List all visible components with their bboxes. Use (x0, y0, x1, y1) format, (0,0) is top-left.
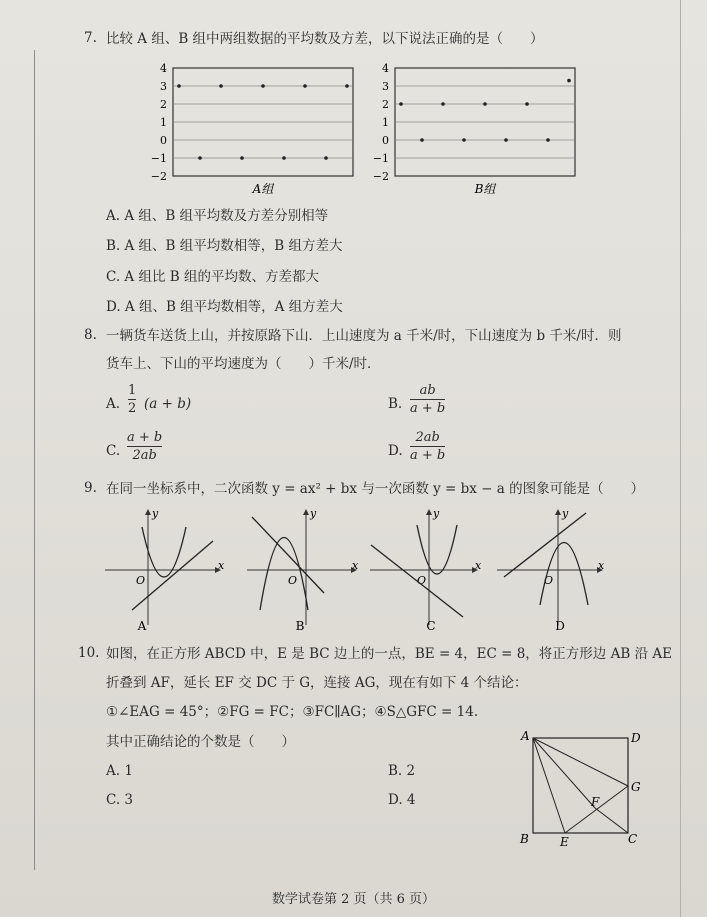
y-axis-arrow-icon (145, 509, 151, 515)
y-tick-label: 4 (160, 62, 167, 75)
chart-b (360, 60, 590, 200)
y-tick-label: 4 (382, 62, 389, 75)
q8-option-c-fraction (127, 430, 162, 463)
y-tick-label: 0 (160, 134, 167, 147)
chart-a (138, 60, 368, 200)
origin-label: O (288, 574, 298, 587)
label-f: F (591, 795, 600, 809)
y-tick-label: 3 (160, 80, 167, 93)
q7-option-a: A. A 组、B 组平均数及方差分别相等 (106, 208, 329, 224)
y-tick-label: −2 (372, 170, 389, 183)
left-margin-line (34, 50, 35, 870)
data-point (303, 84, 307, 88)
graph-label-b: B (295, 619, 305, 633)
chart-b-xlabel: B组 (474, 182, 496, 196)
q8-option-b-fraction (410, 383, 445, 416)
data-point (324, 156, 328, 160)
y-tick-label: 1 (160, 116, 167, 129)
q10-line1: 如图，在正方形 ABCD 中，E 是 BC 边上的一点，BE = 4，EC = 8，将正方形边 AB 沿 AE (106, 646, 672, 662)
q10-geometry-figure (515, 728, 645, 853)
q10-option-d: D. 4 (388, 792, 416, 808)
label-d: D (631, 731, 641, 745)
data-point (504, 138, 508, 142)
data-point (420, 138, 424, 142)
y-axis-label: y (433, 507, 440, 520)
q7-option-b: B. A 组、B 组平均数相等，B 组方差大 (106, 238, 343, 254)
q10-line3: ①∠EAG = 45°；②FG = FC；③FC∥AG；④S△GFC = 14. (106, 704, 479, 720)
q8-a-denominator: 2 (128, 401, 137, 416)
data-point (462, 138, 466, 142)
q8-option-d-fraction (410, 430, 445, 463)
segment-af (533, 738, 595, 808)
data-point (198, 156, 202, 160)
q8-c-numerator: a + b (127, 430, 163, 445)
q8-option-d-label: D. (388, 443, 403, 459)
q8-a-numerator: 1 (128, 383, 137, 398)
q9-number: 9. (84, 480, 97, 496)
y-tick-label: 3 (382, 80, 389, 93)
q8-option-a-tail: (a + b) (144, 396, 192, 412)
q8-b-denominator: a + b (410, 401, 446, 416)
data-point (282, 156, 286, 160)
q7-stem: 比较 A 组、B 组中两组数据的平均数及方差，以下说法正确的是（ ） (106, 31, 544, 47)
q9-graph-c (365, 505, 490, 635)
q9-graph-d (492, 505, 617, 635)
data-point (483, 102, 487, 106)
q8-stem-line1: 一辆货车送货上山，并按原路下山．上山速度为 a 千米/时，下山速度为 b 千米/时．则 (106, 328, 622, 344)
data-point (525, 102, 529, 106)
q10-option-a: A. 1 (106, 763, 133, 779)
q8-d-numerator: 2ab (415, 430, 440, 445)
y-axis-arrow-icon (426, 509, 432, 515)
graph-label-a: A (137, 619, 147, 633)
q10-number: 10. (78, 645, 100, 661)
label-a: A (521, 729, 530, 743)
page-footer: 数学试卷第 2 页（共 6 页） (271, 892, 436, 907)
parabola (417, 525, 457, 574)
graph-label-d: D (555, 619, 565, 633)
y-axis-arrow-icon (303, 509, 309, 515)
y-tick-label: −1 (372, 152, 389, 165)
data-point (177, 84, 181, 88)
data-point (219, 84, 223, 88)
y-tick-label: 2 (160, 98, 167, 111)
y-axis-label: y (310, 507, 317, 520)
label-e: E (560, 835, 569, 849)
q9-graph-b (242, 505, 367, 635)
graph-label-c: C (426, 619, 436, 633)
q10-line2: 折叠到 AF，延长 EF 交 DC 于 G，连接 AG，现在有如下 4 个结论： (106, 675, 528, 691)
data-point (546, 138, 550, 142)
origin-label: O (544, 574, 554, 587)
q7-number: 7. (84, 30, 97, 46)
data-point (441, 102, 445, 106)
y-axis-arrow-icon (555, 509, 561, 515)
label-g: G (631, 780, 641, 794)
x-axis-label: x (352, 559, 359, 572)
line-graph (504, 513, 586, 577)
label-b: B (520, 832, 529, 846)
q8-option-a-label: A. (106, 396, 121, 412)
data-point (345, 84, 349, 88)
q10-option-c: C. 3 (106, 792, 134, 808)
q9-stem: 在同一坐标系中，二次函数 y = ax² + bx 与一次函数 y = bx − a 的图象可能是（ ） (106, 481, 645, 497)
q8-option-b-label: B. (388, 396, 403, 412)
data-point (240, 156, 244, 160)
q9-graph-a (100, 505, 225, 635)
q10-option-b: B. 2 (388, 763, 416, 779)
y-tick-label: −2 (150, 170, 167, 183)
data-point (399, 102, 403, 106)
segment-fc (595, 808, 628, 833)
y-tick-label: 2 (382, 98, 389, 111)
right-margin-line (680, 0, 681, 917)
x-axis-label: x (218, 559, 225, 572)
y-axis-label: y (562, 507, 569, 520)
y-tick-label: −1 (150, 152, 167, 165)
chart-a-xlabel: A组 (252, 182, 274, 196)
origin-label: O (136, 574, 146, 587)
q8-d-denominator: a + b (410, 448, 446, 463)
q8-number: 8. (84, 327, 97, 343)
q8-option-c-label: C. (106, 443, 121, 459)
square-abcd (533, 738, 628, 833)
parabola (260, 538, 308, 611)
q8-c-denominator: 2ab (132, 448, 157, 463)
y-axis-label: y (152, 507, 159, 520)
data-point (567, 79, 571, 83)
y-tick-label: 1 (382, 116, 389, 129)
q7-option-d: D. A 组、B 组平均数相等，A 组方差大 (106, 299, 343, 315)
y-tick-label: 0 (382, 134, 389, 147)
x-axis-label: x (598, 559, 605, 572)
q7-option-c: C. A 组比 B 组的平均数、方差都大 (106, 269, 319, 285)
data-point (261, 84, 265, 88)
q8-stem-line2: 货车上、下山的平均速度为（ ）千米/时． (106, 356, 381, 372)
label-c: C (628, 832, 638, 846)
parabola (540, 543, 588, 606)
x-axis-label: x (475, 559, 482, 572)
origin-label: O (417, 574, 427, 587)
q8-b-numerator: ab (419, 383, 436, 398)
q8-option-a-fraction (128, 383, 136, 416)
q10-line4: 其中正确结论的个数是（ ） (106, 734, 295, 750)
